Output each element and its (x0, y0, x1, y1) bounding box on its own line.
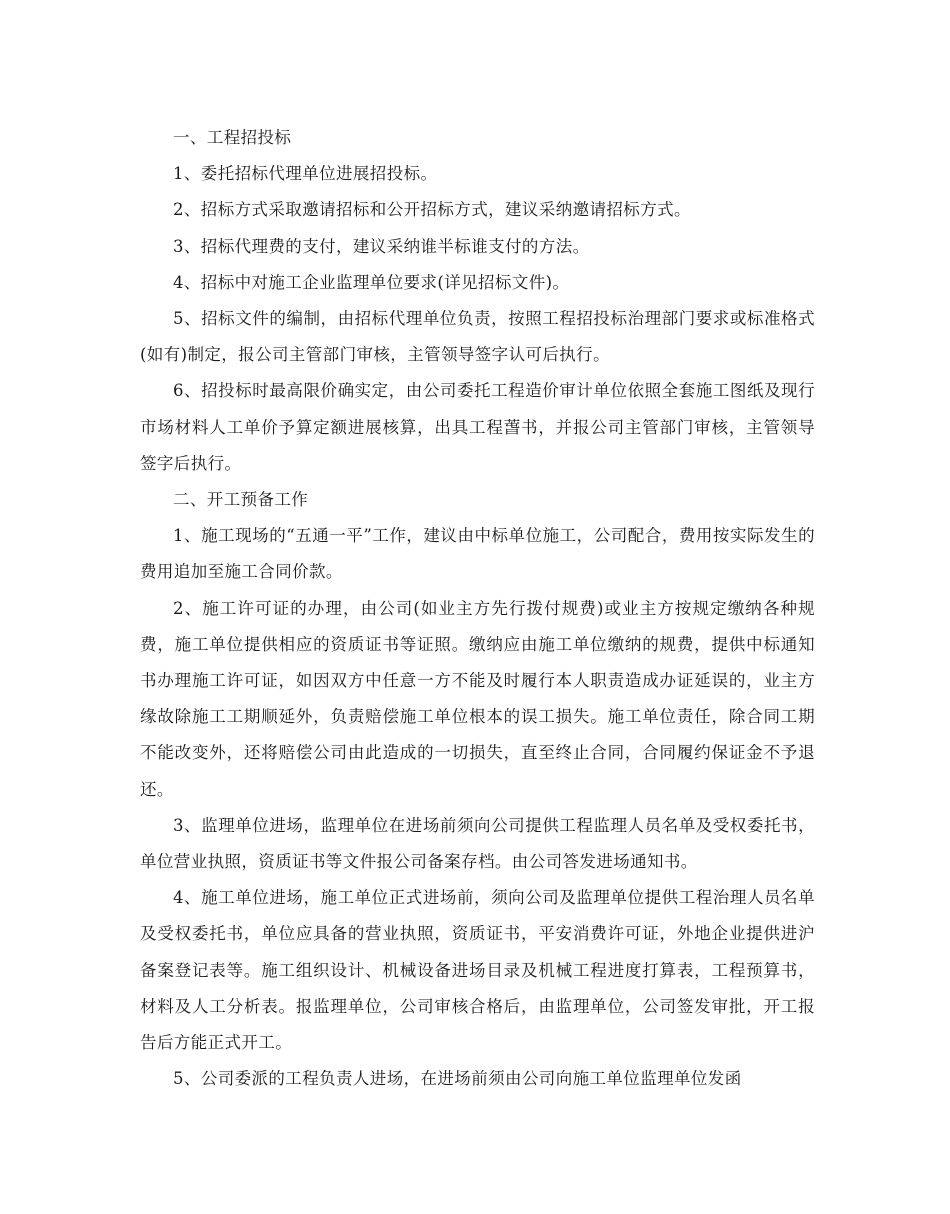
paragraph: 5、招标文件的编制，由招标代理单位负责，按照工程招投标治理部门要求或标准格式(如有)制定，报公司主管部门审核，主管领导签字认可后执行。 (140, 309, 815, 365)
paragraph: 1、施工现场的“五通一平”工作，建议由中标单位施工，公司配合，费用按实际发生的费用追加至施工合同价款。 (140, 526, 815, 582)
paragraph: 6、招投标时最高限价确实定，由公司委托工程造价审计单位依照全套施工图纸及现行市场材料人工单价予算定额进展核算，出具工程萅书，并报公司主管部门审核，主管领导签字后执行。 (140, 381, 815, 473)
paragraph: 4、招标中对施工企业监理单位要求(详见招标文件)。 (173, 272, 570, 292)
paragraph: 3、招标代理费的支付，建议采纳谁半标谁支付的方法。 (173, 236, 590, 256)
paragraph: 2、招标方式采取邀请招标和公开招标方式，建议采纳邀请招标方式。 (173, 200, 691, 220)
paragraph: 4、施工单位进场，施工单位正式进场前，须向公司及监理单位提供工程治理人员名单及受权委托书，单位应具备的营业执照，资质证书，平安消费许可证，外地企业提供进沪备案登记表等。施工组织设计、机械设备进场目录及机械工程进度打算表，工程预算书，材料及人工分析表。报监理单位，公司审核合格后，由监理单位，公司签发审批，开工报告后方能正式开工。 (140, 888, 815, 1053)
section-heading-bidding: 一、工程招投标 (173, 128, 292, 147)
paragraph: 5、公司委派的工程负责人进场，在进场前须由公司向施工单位监理单位发函 (173, 1069, 742, 1089)
section-heading-preparation: 二、开工预备工作 (173, 490, 309, 510)
document-body (140, 120, 815, 1097)
paragraph: 1、委托招标代理单位进展招投标。 (173, 164, 438, 184)
paragraph: 3、监理单位进场，监理单位在进场前须向公司提供工程监理人员名单及受权委托书，单位营业执照，资质证书等文件报公司备案存档。由公司答发进场通知书。 (140, 815, 815, 872)
paragraph: 2、施工许可证的办理，由公司(如业主方先行拨付规费)或业主方按规定缴纳各种规费，施工单位提供相应的资质证书等证照。缴纳应由施工单位缴纳的规费，提供中标通知书办理施工许可证，如因双方中任意一方不能及时履行本人职责造成办证延误的，业主方缘故除施工工期顺延外，负责赔偿施工单位根本的误工损失。施工单位责任，除合同工期不能改变外，还将赔偿公司由此造成的一切损失，直至终止合同，合同履约保证金不予退还。 (140, 598, 815, 799)
